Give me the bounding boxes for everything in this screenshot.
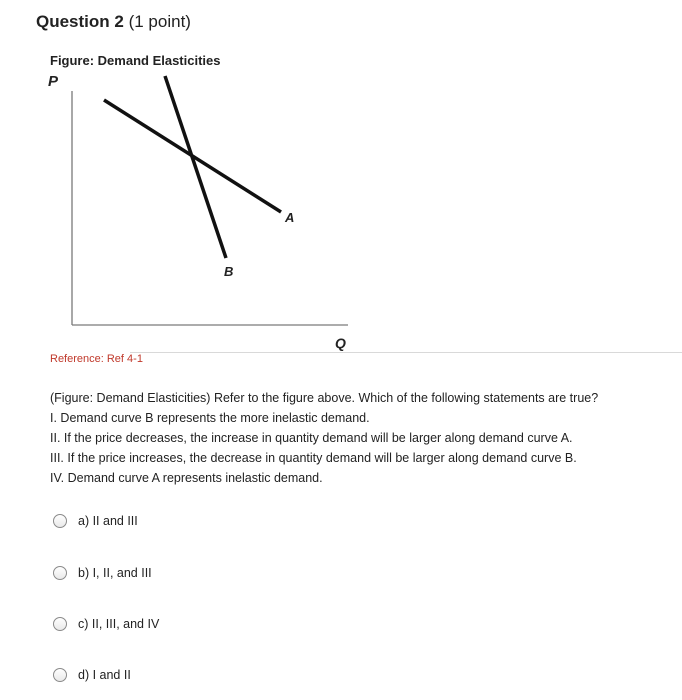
plot-area [72,70,348,325]
statement-iii: III. If the price increases, the decrease in quantity demand will be larger along demand curve B. [50,451,577,465]
stem-line: (Figure: Demand Elasticities) Refer to the figure above. Which of the following statements are true? [50,391,599,405]
answer-option-a[interactable] [53,511,138,531]
curve-a-label: A [285,210,295,225]
y-axis-label: P [48,73,59,90]
statement-i: I. Demand curve B represents the more inelastic demand. [50,411,370,425]
question-stem [50,388,598,488]
option-label: a) II and III [78,514,138,528]
statement-ii: II. If the price decreases, the increase in quantity demand will be larger along demand curve A. [50,431,573,445]
radio-button[interactable] [53,668,67,682]
statement-iv: IV. Demand curve A represents inelastic demand. [50,471,323,485]
curve-b-label: B [224,264,234,279]
radio-button[interactable] [53,514,67,528]
option-label: b) I, II, and III [78,566,152,580]
x-axis-label: Q [335,335,346,351]
option-label: d) I and II [78,668,131,682]
reference-text: Reference: Ref 4-1 [50,353,143,365]
answer-option-b[interactable] [53,563,152,583]
radio-button[interactable] [53,566,67,580]
section-divider [130,352,682,353]
answer-option-d[interactable] [53,665,131,685]
question-number: Question 2 [36,12,124,31]
question-points: (1 point) [128,12,191,31]
option-label: c) II, III, and IV [78,617,160,631]
radio-button[interactable] [53,617,67,631]
answer-option-c[interactable] [53,614,159,634]
figure-title: Figure: Demand Elasticities [50,53,221,68]
